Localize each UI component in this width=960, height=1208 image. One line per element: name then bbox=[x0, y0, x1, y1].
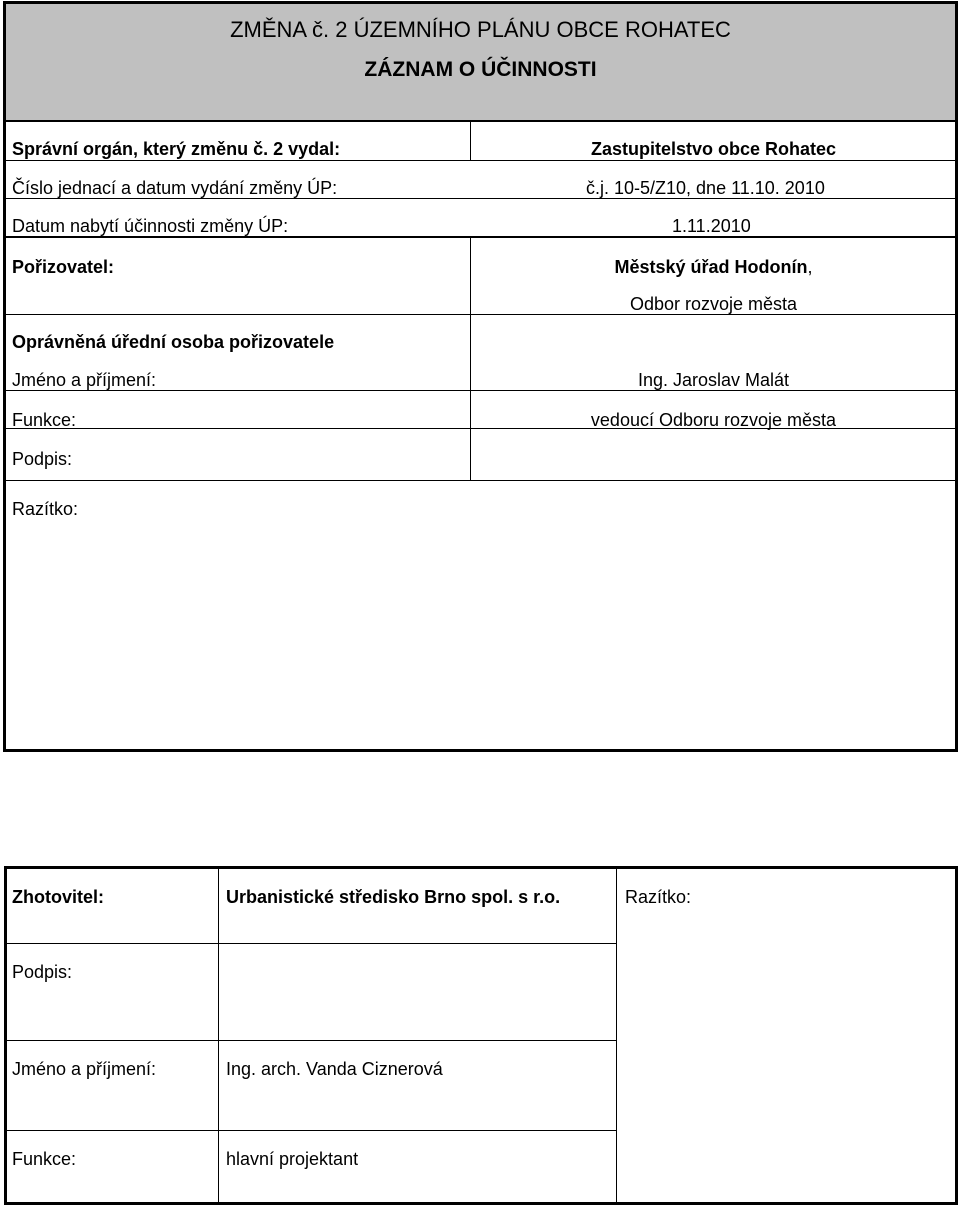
signature-label: Podpis: bbox=[12, 449, 73, 469]
acquirer-dept: Odbor rozvoje města bbox=[629, 294, 798, 314]
document-title: ZMĚNA č. 2 ÚZEMNÍHO PLÁNU OBCE ROHATEC bbox=[230, 17, 731, 42]
effective-label: Datum nabytí účinnosti změny ÚP: bbox=[12, 216, 289, 236]
function-label: Funkce: bbox=[12, 410, 77, 430]
contractor-name-value: Ing. arch. Vanda Ciznerová bbox=[226, 1059, 443, 1079]
contractor-label: Zhotovitel: bbox=[12, 887, 104, 907]
ref-value: č.j. 10-5/Z10, dne 11.10. 2010 bbox=[586, 178, 825, 198]
stamp-label: Razítko: bbox=[12, 499, 79, 519]
acquirer-value bbox=[472, 256, 955, 278]
authorized-heading: Oprávněná úřední osoba pořizovatele bbox=[12, 332, 335, 352]
acquirer-comma: , bbox=[807, 257, 813, 277]
contractor-name-label: Jméno a příjmení: bbox=[12, 1059, 157, 1079]
contractor-value: Urbanistické středisko Brno spol. s r.o. bbox=[226, 887, 561, 907]
contractor-function-label: Funkce: bbox=[12, 1149, 77, 1169]
document-subtitle: ZÁZNAM O ÚČINNOSTI bbox=[364, 58, 597, 81]
effective-value: 1.11.2010 bbox=[672, 216, 751, 236]
name-value: Ing. Jaroslav Malát bbox=[637, 370, 790, 390]
organ-value: Zastupitelstvo obce Rohatec bbox=[590, 139, 837, 159]
contractor-signature-label: Podpis: bbox=[12, 962, 73, 982]
contractor-table bbox=[4, 866, 958, 1205]
organ-label: Správní orgán, který změnu č. 2 vydal: bbox=[12, 139, 341, 159]
contractor-function-value: hlavní projektant bbox=[226, 1149, 359, 1169]
function-value: vedoucí Odboru rozvoje města bbox=[590, 410, 837, 430]
contractor-stamp-label: Razítko: bbox=[625, 887, 692, 907]
acquirer-label: Pořizovatel: bbox=[12, 257, 115, 277]
name-label: Jméno a příjmení: bbox=[12, 370, 157, 390]
ref-label: Číslo jednací a datum vydání změny ÚP: bbox=[12, 178, 338, 198]
acquirer-name: Městský úřad Hodonín bbox=[614, 257, 808, 277]
